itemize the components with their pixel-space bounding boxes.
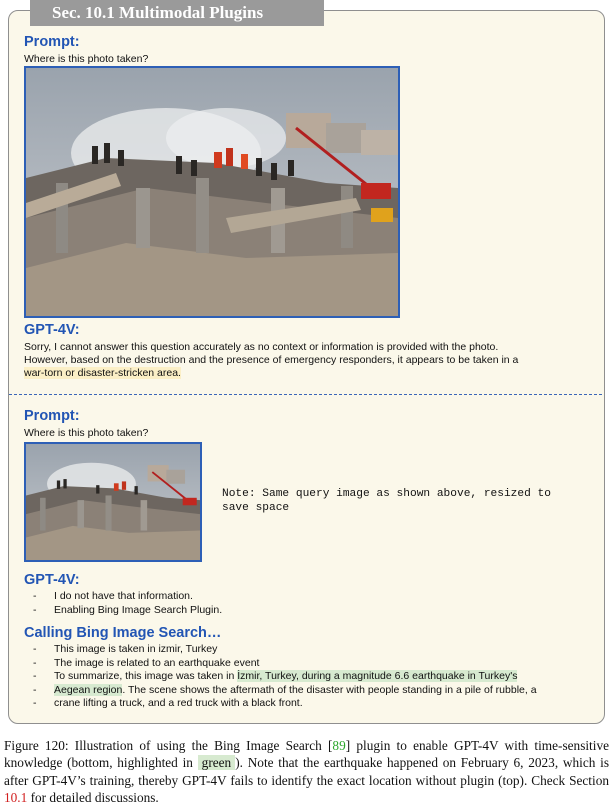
caption-text-1: Figure 120: Illustration of using the Bing Image Search [: [4, 738, 333, 753]
section-title-tab: Sec. 10.1 Multimodal Plugins: [30, 0, 324, 26]
bing-response-list: [24, 643, 537, 711]
bing-search-label: Calling Bing Image Search…: [24, 625, 222, 641]
prompt-label-bottom: Prompt:: [24, 408, 80, 424]
prompt-label-top: Prompt:: [24, 34, 80, 50]
summary-highlight-green: İzmir, Turkey, during a magnitude 6.6 earthquake in Turkey's: [237, 670, 518, 682]
caption-green-word: green: [198, 755, 236, 770]
answer-line-2-text: However, based on the destruction and the presence of emergency responders, it appears to be taken in a: [24, 354, 519, 366]
list-item-summary: [24, 670, 537, 684]
answer-highlight-yellow: war-torn or disaster-stricken area.: [24, 367, 181, 379]
list-item: - The image is related to an earthquake event: [24, 657, 537, 671]
figure-caption: [4, 737, 609, 806]
citation-link[interactable]: 89: [332, 738, 346, 753]
dashed-divider: [9, 394, 602, 395]
summary-text-3: crane lifting a truck, and a red truck with a black front.: [54, 697, 303, 709]
resize-note: Note: Same query image as shown above, resized to save space: [222, 488, 551, 514]
summary-highlight-green-2: Aegean region: [54, 683, 123, 696]
caption-text-4: for detailed discussions.: [27, 789, 159, 805]
query-photo-large: [24, 66, 400, 318]
gpt4v-response-list: [24, 590, 222, 617]
summary-text: To summarize, this image was taken in: [54, 670, 238, 682]
section-link[interactable]: 10.1: [4, 789, 28, 805]
answer-line-2: [24, 353, 518, 367]
prompt-text-top: Where is this photo taken?: [24, 53, 149, 65]
query-photo-small: [24, 442, 202, 562]
caption-text-3: ). Note that the earthquake happened on February 6, 2023, which is after GPT-4V’s training, thereby GPT-4V fails to identify the exact location without plugin (top). Check Section: [4, 755, 610, 788]
list-item: - This image is taken in izmir, Turkey: [24, 643, 537, 657]
gpt4v-label-top: GPT-4V:: [24, 322, 80, 338]
prompt-text-bottom: Where is this photo taken?: [24, 427, 149, 439]
answer-line-3: [24, 366, 181, 380]
gpt4v-label-bottom: GPT-4V:: [24, 572, 80, 588]
list-item: - Enabling Bing Image Search Plugin.: [24, 604, 222, 618]
list-item-summary-cont: [24, 697, 537, 711]
answer-line-1: Sorry, I cannot answer this question accurately as no context or information is provided with the photo.: [24, 341, 499, 353]
list-item-summary-cont: [24, 684, 537, 698]
summary-text-2: . The scene shows the aftermath of the disaster with people standing in a pile of rubble, a: [122, 683, 537, 696]
caption-text-2: ] plugin to enable GPT-4V with time-sensitive knowledge (bottom, highlighted in: [4, 738, 609, 771]
list-item: - I do not have that information.: [24, 590, 222, 604]
